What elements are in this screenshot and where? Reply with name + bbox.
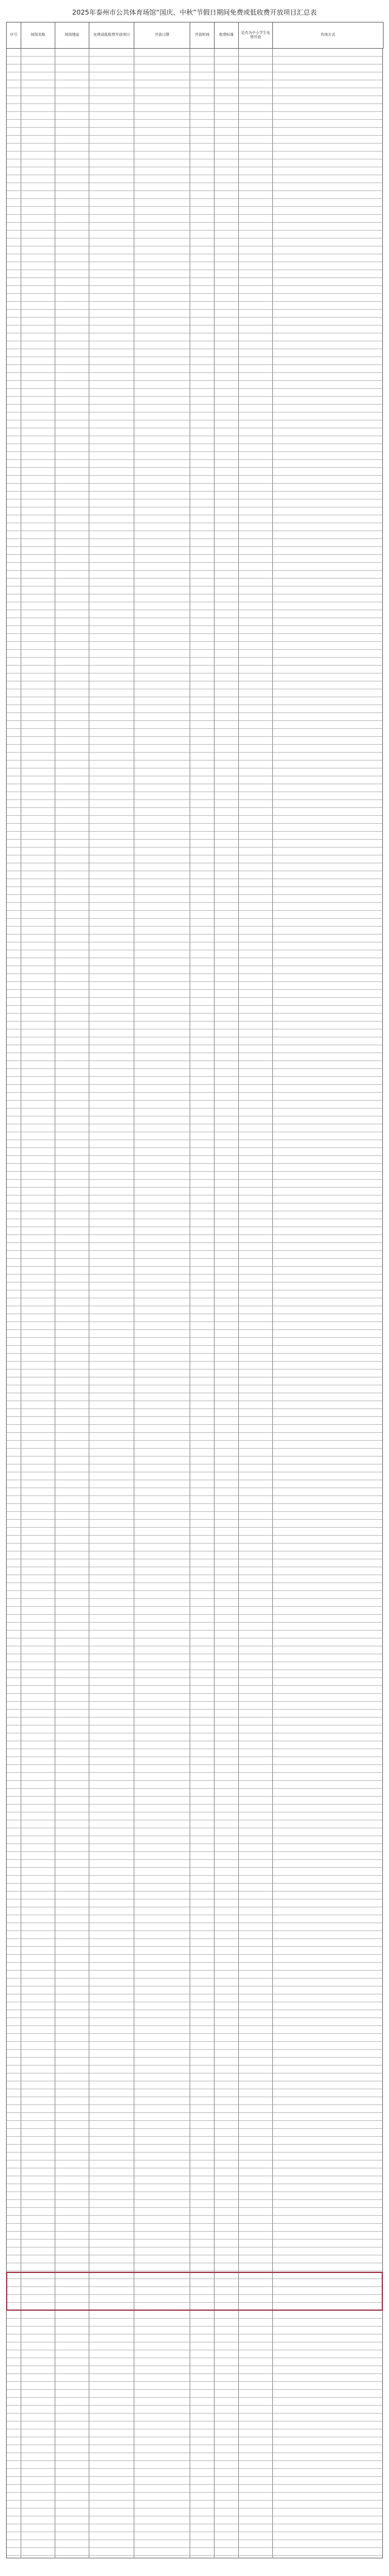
header-cell: 是否为中小学生免费开放 <box>239 23 273 49</box>
header-cell: 场馆地址 <box>55 23 89 49</box>
header-cell: 序号 <box>7 23 21 49</box>
summary-table <box>6 22 384 49</box>
table-body <box>6 49 383 2558</box>
header-cell: 场馆名称 <box>21 23 55 49</box>
column-rule <box>272 49 273 2558</box>
header-cell: 收费标准 <box>215 23 239 49</box>
header-cell: 咨询方式 <box>273 23 384 49</box>
header-cell: 开放日期 <box>134 23 190 49</box>
header-cell: 免费或低收费开放项目 <box>89 23 134 49</box>
header-cell: 开放时间 <box>190 23 215 49</box>
column-rule <box>214 49 215 2558</box>
table-header-row <box>7 23 384 49</box>
column-rule <box>238 49 239 2558</box>
document-title: 2025年泰州市公共体育场馆“国庆、中秋”节假日期间免费或低收费开放项目汇总表 <box>72 9 317 16</box>
highlighted-rows <box>6 2272 383 2311</box>
